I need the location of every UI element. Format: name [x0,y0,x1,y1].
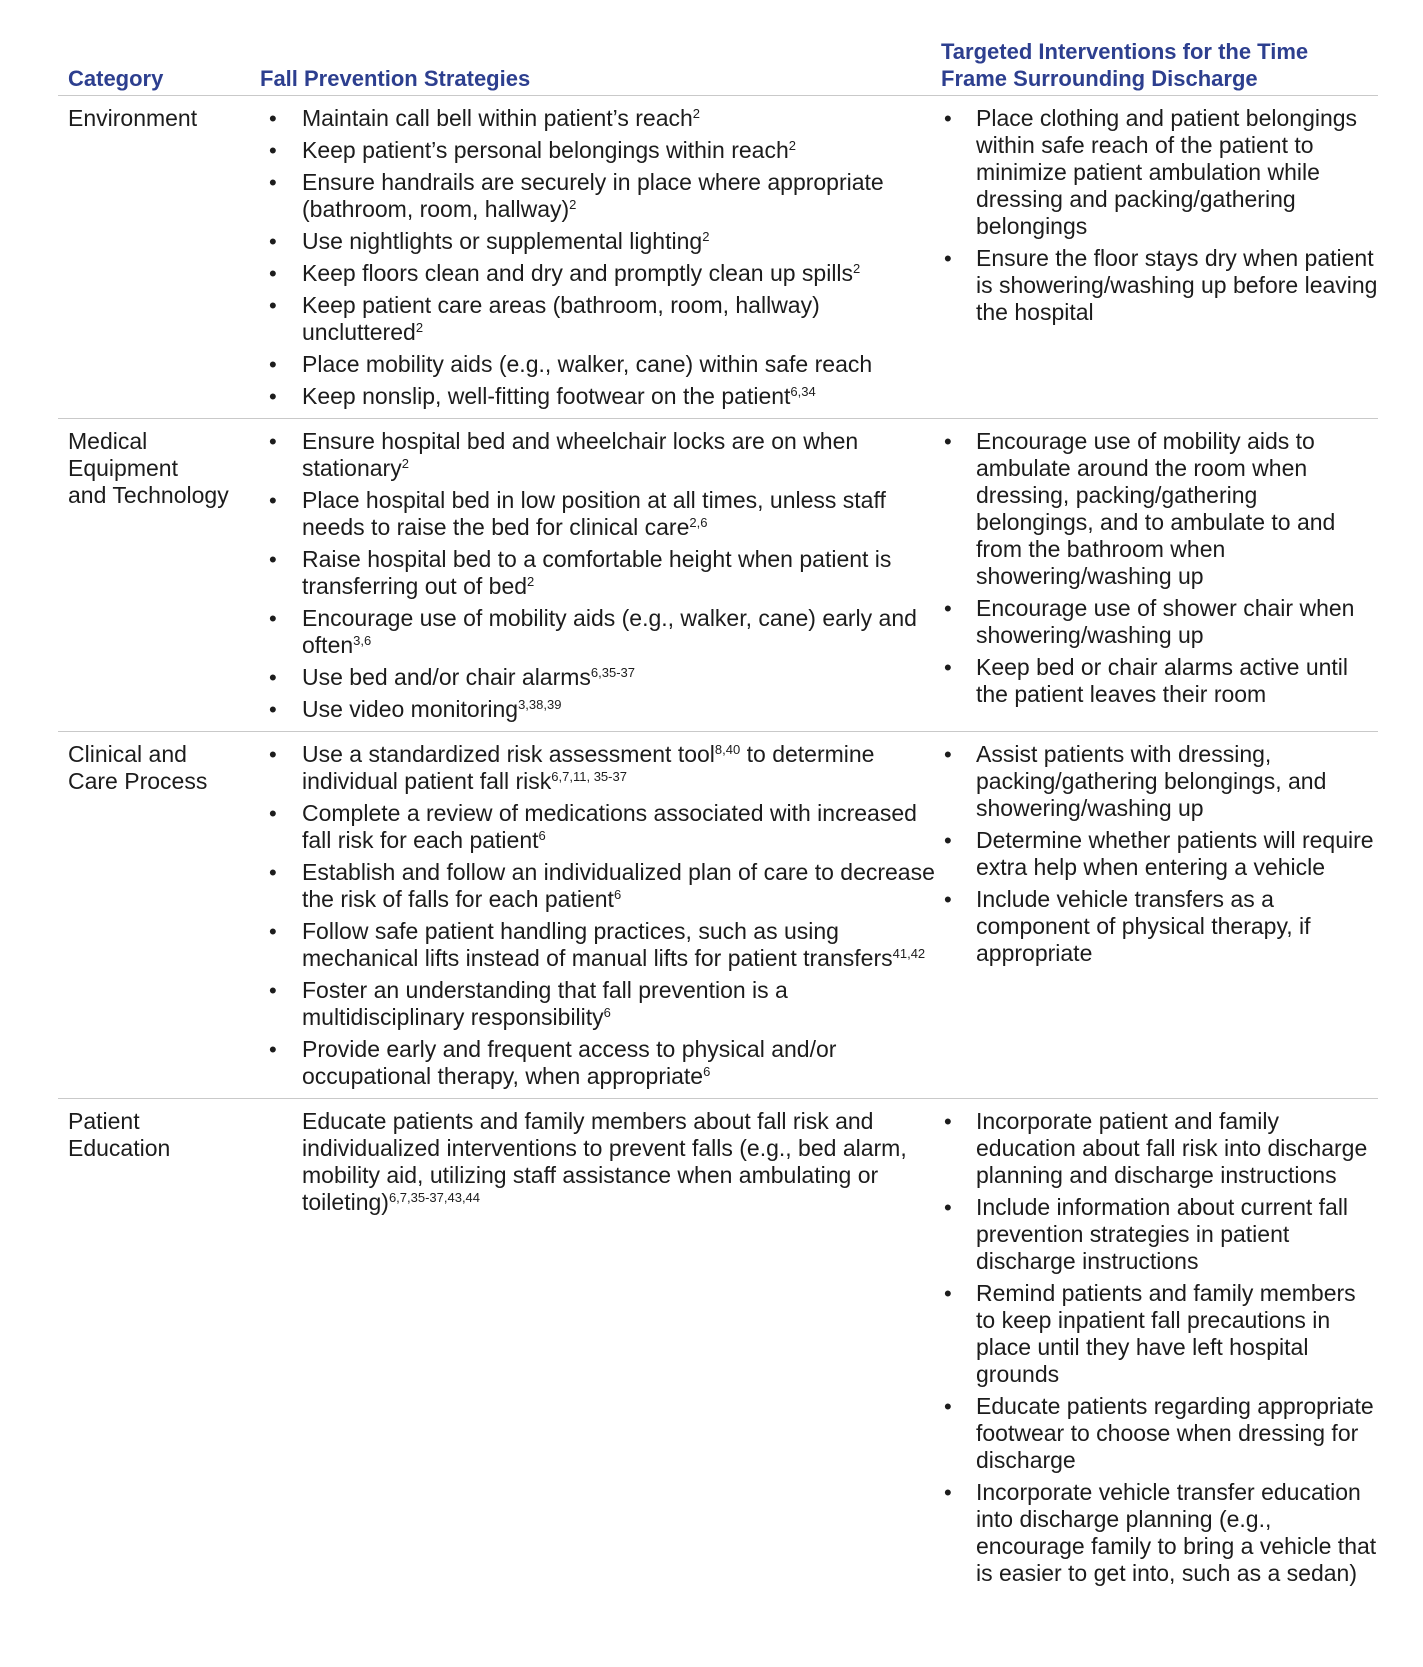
strategies-list [260,741,936,1090]
list-item: • Keep patient care areas (bathroom, room, hallway) uncluttered$^2$ [260,292,936,346]
list-item: • Keep bed or chair alarms active until the patient leaves their room [936,654,1378,708]
category-cell: Patient Education [68,1108,171,1161]
list-item: • Incorporate vehicle transfer education into discharge planning (e.g., encourage family to bring a vehicle that is easier to get into, such as a sedan) [936,1479,1378,1587]
list-item: • Use video monitoring$^{3,38,39}$ [260,696,936,723]
list-item: • Place clothing and patient belongings within safe reach of the patient to minimize patient ambulation while dressing and packing/gathering belongings [936,105,1378,240]
list-item: • Use nightlights or supplemental lighting$^2$ [260,228,936,255]
list-item: • Ensure hospital bed and wheelchair locks are on when stationary$^2$ [260,428,936,482]
table-header [58,38,1378,96]
category-cell: Environment [68,105,198,131]
list-item: • Ensure handrails are securely in place where appropriate (bathroom, room, hallway)$^2$ [260,169,936,223]
table-row-clinical-care [58,732,1378,1099]
interventions-list [936,741,1378,967]
list-item: • Place hospital bed in low position at all times, unless staff needs to raise the bed for clinical care$^{2,6}$ [260,487,936,541]
list-item: • Use bed and/or chair alarms$^{6,35-37}$ [260,664,936,691]
list-item: • Keep floors clean and dry and promptly clean up spills$^2$ [260,260,936,287]
interventions-list [936,428,1378,708]
list-item: • Incorporate patient and family education about fall risk into discharge planning and discharge instructions [936,1108,1378,1189]
list-item: • Foster an understanding that fall prevention is a multidisciplinary responsibility$^6$ [260,977,936,1031]
header-interventions: Targeted Interventions for the Time Frame Surrounding Discharge [941,39,1309,91]
interventions-list [936,1108,1378,1587]
list-item: • Educate patients regarding appropriate footwear to choose when dressing for discharge [936,1393,1378,1474]
table-row-medical-equipment [58,419,1378,732]
strategies-list [260,105,936,410]
table-row-environment [58,96,1378,419]
strategy-paragraph: Educate patients and family members about fall risk and individualized interventions to prevent falls (e.g., bed alarm, mobility aid, utilizing staff assistance when ambulating or toileting)$^{6,7,35-37,43,44}$ [302,1108,907,1215]
list-item: • Ensure the floor stays dry when patient is showering/washing up before leaving the hospital [936,245,1378,326]
category-cell: Medical Equipment and Technology [68,428,229,508]
list-item: • Include vehicle transfers as a component of physical therapy, if appropriate [936,886,1378,967]
list-item: • Establish and follow an individualized plan of care to decrease the risk of falls for each patient$^6$ [260,859,936,913]
list-item: • Keep patient’s personal belongings within reach$^2$ [260,137,936,164]
table-row-patient-education [58,1099,1378,1595]
list-item: • Include information about current fall prevention strategies in patient discharge instructions [936,1194,1378,1275]
category-cell: Clinical and Care Process [68,741,208,794]
header-category: Category [68,66,164,91]
list-item: • Encourage use of shower chair when showering/washing up [936,595,1378,649]
list-item: • Provide early and frequent access to physical and/or occupational therapy, when appropriate$^6$ [260,1036,936,1090]
list-item: • Determine whether patients will require extra help when entering a vehicle [936,827,1378,881]
list-item: • Place mobility aids (e.g., walker, cane) within safe reach [260,351,936,378]
list-item: • Keep nonslip, well-fitting footwear on the patient$^{6,34}$ [260,383,936,410]
list-item: • Maintain call bell within patient’s reach$^2$ [260,105,936,132]
list-item: • Remind patients and family members to keep inpatient fall precautions in place until they have left hospital grounds [936,1280,1378,1388]
list-item: • Raise hospital bed to a comfortable height when patient is transferring out of bed$^2$ [260,546,936,600]
list-item: • Follow safe patient handling practices, such as using mechanical lifts instead of manual lifts for patient transfers$^{41,42}$ [260,918,936,972]
list-item: • Assist patients with dressing, packing/gathering belongings, and showering/washing up [936,741,1378,822]
interventions-list [936,105,1378,326]
list-item: • Use a standardized risk assessment tool$^{8,40}$ to determine individual patient fall risk$^{6,7,11, 35-37}$ [260,741,936,795]
list-item: • Encourage use of mobility aids to ambulate around the room when dressing, packing/gathering belongings, and to ambulate to and from the bathroom when showering/washing up [936,428,1378,590]
list-item: • Encourage use of mobility aids (e.g., walker, cane) early and often$^{3,6}$ [260,605,936,659]
fall-prevention-table [58,38,1378,1595]
list-item: • Complete a review of medications associated with increased fall risk for each patient$^6$ [260,800,936,854]
header-strategies: Fall Prevention Strategies [260,66,531,91]
strategies-list [260,428,936,723]
